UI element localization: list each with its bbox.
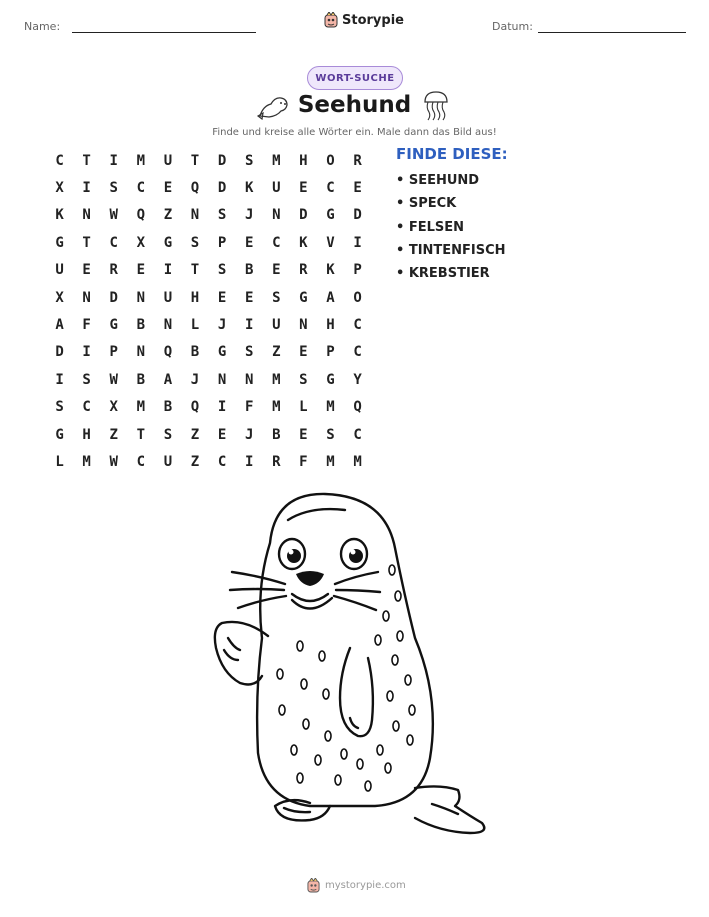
- grid-letter[interactable]: N: [136, 289, 146, 306]
- date-label: Datum:: [492, 20, 533, 33]
- grid-letter[interactable]: V: [326, 234, 335, 251]
- grid-letter[interactable]: S: [244, 344, 254, 361]
- grid-letter[interactable]: E: [353, 180, 362, 197]
- grid-letter[interactable]: A: [326, 289, 335, 306]
- grid-letter[interactable]: Q: [136, 207, 146, 224]
- grid-letter[interactable]: D: [353, 207, 362, 224]
- grid-letter[interactable]: J: [190, 371, 200, 388]
- grid-letter[interactable]: A: [163, 371, 173, 388]
- grid-letter[interactable]: E: [244, 289, 254, 306]
- grid-letter[interactable]: I: [244, 317, 254, 334]
- grid-letter[interactable]: C: [353, 344, 362, 361]
- grid-letter[interactable]: S: [190, 234, 200, 251]
- grid-letter[interactable]: M: [272, 371, 281, 388]
- grid-letter[interactable]: I: [109, 152, 118, 169]
- grid-letter[interactable]: Y: [353, 371, 362, 388]
- grid-letter[interactable]: E: [299, 344, 308, 361]
- grid-letter[interactable]: M: [272, 399, 281, 416]
- word-list: [396, 172, 506, 288]
- grid-letter[interactable]: I: [244, 453, 254, 470]
- grid-letter[interactable]: Q: [190, 399, 200, 416]
- grid-letter[interactable]: E: [244, 234, 254, 251]
- grid-row: [46, 448, 371, 475]
- grid-letter[interactable]: N: [299, 317, 308, 334]
- grid-letter[interactable]: M: [326, 399, 335, 416]
- grid-letter[interactable]: L: [55, 453, 64, 470]
- grid-row: [46, 394, 371, 421]
- grid-letter[interactable]: T: [190, 152, 200, 169]
- grid-letter[interactable]: B: [163, 399, 173, 416]
- grid-letter[interactable]: Q: [190, 180, 200, 197]
- grid-letter[interactable]: E: [82, 262, 91, 279]
- grid-letter[interactable]: R: [353, 152, 362, 169]
- grid-letter[interactable]: O: [326, 152, 335, 169]
- grid-letter[interactable]: X: [55, 289, 64, 306]
- grid-row: [46, 339, 371, 366]
- date-line[interactable]: [538, 32, 686, 33]
- grid-letter[interactable]: N: [244, 371, 254, 388]
- word-item: • SEEHUND: [396, 173, 480, 188]
- name-line[interactable]: [72, 32, 256, 33]
- grid-letter[interactable]: H: [82, 426, 91, 443]
- instructions: Finde und kreise alle Wörter ein. Male dann das Bild aus!: [212, 127, 497, 138]
- grid-letter[interactable]: B: [244, 262, 254, 279]
- grid-letter[interactable]: N: [217, 371, 227, 388]
- grid-row: [46, 366, 371, 393]
- grid-letter[interactable]: S: [326, 426, 335, 443]
- grid-letter[interactable]: N: [136, 344, 146, 361]
- grid-letter[interactable]: E: [136, 262, 146, 279]
- grid-letter[interactable]: S: [82, 371, 91, 388]
- category-badge: WORT-SUCHE: [307, 66, 403, 90]
- grid-letter[interactable]: B: [136, 317, 146, 334]
- grid-letter[interactable]: S: [55, 399, 64, 416]
- footer: [307, 878, 406, 893]
- grid-letter[interactable]: H: [299, 152, 308, 169]
- grid-letter[interactable]: C: [109, 234, 118, 251]
- grid-letter[interactable]: G: [55, 426, 64, 443]
- grid-letter[interactable]: I: [217, 399, 227, 416]
- word-item: • FELSEN: [396, 219, 465, 235]
- grid-letter[interactable]: S: [109, 180, 118, 197]
- grid-letter[interactable]: W: [109, 371, 118, 388]
- grid-letter[interactable]: W: [109, 453, 118, 470]
- grid-letter[interactable]: I: [82, 180, 91, 197]
- grid-row: [46, 202, 371, 229]
- grid-letter[interactable]: A: [55, 317, 64, 334]
- grid-letter[interactable]: P: [217, 234, 227, 251]
- grid-letter[interactable]: H: [190, 289, 200, 306]
- grid-letter[interactable]: U: [163, 453, 173, 470]
- grid-letter[interactable]: M: [136, 399, 146, 416]
- grid-letter[interactable]: F: [82, 317, 91, 334]
- grid-letter[interactable]: L: [190, 317, 200, 334]
- grid-letter[interactable]: E: [299, 180, 308, 197]
- grid-letter[interactable]: S: [272, 289, 281, 306]
- grid-letter[interactable]: Z: [190, 453, 200, 470]
- grid-letter[interactable]: N: [82, 289, 91, 306]
- grid-letter[interactable]: J: [244, 207, 254, 224]
- grid-letter[interactable]: E: [217, 289, 227, 306]
- grid-letter[interactable]: I: [82, 344, 91, 361]
- grid-letter[interactable]: G: [299, 289, 308, 306]
- grid-letter[interactable]: R: [272, 453, 281, 470]
- grid-letter[interactable]: H: [326, 317, 335, 334]
- grid-letter[interactable]: X: [109, 399, 118, 416]
- grid-row: [46, 147, 371, 174]
- grid-letter[interactable]: G: [55, 234, 64, 251]
- grid-letter[interactable]: M: [82, 453, 91, 470]
- grid-letter[interactable]: S: [217, 262, 227, 279]
- grid-letter[interactable]: C: [136, 453, 146, 470]
- grid-letter[interactable]: M: [136, 152, 146, 169]
- grid-letter[interactable]: U: [163, 289, 173, 306]
- grid-letter[interactable]: L: [299, 399, 308, 416]
- grid-letter[interactable]: S: [299, 371, 308, 388]
- grid-letter[interactable]: U: [55, 262, 64, 279]
- grid-letter[interactable]: J: [244, 426, 254, 443]
- grid-letter[interactable]: U: [272, 180, 281, 197]
- grid-letter[interactable]: T: [136, 426, 146, 443]
- grid-letter[interactable]: K: [299, 234, 308, 251]
- grid-letter[interactable]: G: [109, 317, 118, 334]
- grid-letter[interactable]: K: [326, 262, 335, 279]
- grid-letter[interactable]: I: [55, 371, 64, 388]
- grid-letter[interactable]: M: [326, 453, 335, 470]
- grid-letter[interactable]: C: [326, 180, 335, 197]
- grid-letter[interactable]: K: [55, 207, 64, 224]
- jellyfish-doodle-icon: [422, 90, 450, 122]
- grid-letter[interactable]: M: [272, 152, 281, 169]
- grid-letter[interactable]: C: [353, 426, 362, 443]
- footer-url: mystorypie.com: [325, 880, 406, 891]
- grid-letter[interactable]: Z: [272, 344, 281, 361]
- grid-letter[interactable]: R: [299, 262, 308, 279]
- grid-letter[interactable]: Z: [163, 207, 173, 224]
- grid-letter[interactable]: P: [326, 344, 335, 361]
- grid-letter[interactable]: J: [217, 317, 227, 334]
- storypie-logo-icon: [307, 878, 320, 893]
- grid-letter[interactable]: X: [55, 180, 64, 197]
- grid-letter[interactable]: N: [272, 207, 281, 224]
- grid-letter[interactable]: U: [272, 317, 281, 334]
- grid-letter[interactable]: B: [272, 426, 281, 443]
- grid-letter[interactable]: I: [163, 262, 173, 279]
- grid-letter[interactable]: C: [272, 234, 281, 251]
- grid-letter[interactable]: E: [272, 262, 281, 279]
- grid-row: [46, 421, 371, 448]
- grid-letter[interactable]: Q: [353, 399, 362, 416]
- grid-letter[interactable]: M: [353, 453, 362, 470]
- grid-letter[interactable]: C: [217, 453, 227, 470]
- grid-letter[interactable]: P: [353, 262, 362, 279]
- word-item: • KREBSTIER: [396, 266, 490, 282]
- word-list-title: FINDE DIESE:: [396, 145, 508, 163]
- grid-letter[interactable]: W: [109, 207, 118, 224]
- brand-name: Storypie: [342, 12, 404, 28]
- grid-letter[interactable]: C: [82, 399, 91, 416]
- grid-letter[interactable]: D: [55, 344, 64, 361]
- grid-letter[interactable]: B: [136, 371, 146, 388]
- grid-letter[interactable]: E: [163, 180, 173, 197]
- grid-letter[interactable]: I: [353, 234, 362, 251]
- grid-letter[interactable]: G: [326, 207, 335, 224]
- grid-letter[interactable]: N: [190, 207, 200, 224]
- grid-letter[interactable]: G: [326, 371, 335, 388]
- grid-letter[interactable]: G: [217, 344, 227, 361]
- grid-letter[interactable]: E: [217, 426, 227, 443]
- name-label: Name:: [24, 20, 61, 33]
- page-title: Seehund: [297, 92, 412, 118]
- grid-letter[interactable]: T: [82, 234, 91, 251]
- grid-letter[interactable]: Z: [190, 426, 200, 443]
- grid-letter[interactable]: C: [353, 317, 362, 334]
- storypie-logo-icon: [324, 12, 338, 28]
- grid-letter[interactable]: D: [217, 180, 227, 197]
- grid-row: [46, 257, 371, 284]
- grid-letter[interactable]: Q: [163, 344, 173, 361]
- grid-letter[interactable]: E: [299, 426, 308, 443]
- grid-letter[interactable]: D: [217, 152, 227, 169]
- word-item: • SPECK: [396, 196, 457, 212]
- grid-letter[interactable]: P: [109, 344, 118, 361]
- grid-letter[interactable]: F: [299, 453, 308, 470]
- grid-letter[interactable]: S: [244, 152, 254, 169]
- grid-letter[interactable]: N: [163, 317, 173, 334]
- grid-letter[interactable]: C: [55, 152, 64, 169]
- grid-row: [46, 311, 371, 338]
- grid-letter[interactable]: D: [109, 289, 118, 306]
- brand-logo: [324, 12, 404, 28]
- grid-row: [46, 174, 371, 201]
- grid-letter[interactable]: S: [217, 207, 227, 224]
- grid-letter[interactable]: F: [244, 399, 254, 416]
- grid-letter[interactable]: D: [299, 207, 308, 224]
- grid-letter[interactable]: U: [163, 152, 173, 169]
- grid-letter[interactable]: C: [136, 180, 146, 197]
- grid-letter[interactable]: N: [82, 207, 91, 224]
- seal-coloring-illustration: [200, 488, 510, 848]
- grid-row: [46, 284, 371, 311]
- grid-letter[interactable]: B: [190, 344, 200, 361]
- grid-letter[interactable]: S: [163, 426, 173, 443]
- grid-letter[interactable]: Z: [109, 426, 118, 443]
- grid-row: [46, 229, 371, 256]
- grid-letter[interactable]: T: [82, 152, 91, 169]
- grid-letter[interactable]: G: [163, 234, 173, 251]
- grid-letter[interactable]: R: [109, 262, 118, 279]
- grid-letter[interactable]: K: [244, 180, 254, 197]
- word-item: • TINTENFISCH: [396, 242, 506, 258]
- grid-letter[interactable]: X: [136, 234, 146, 251]
- grid-letter[interactable]: O: [353, 289, 362, 306]
- grid-letter[interactable]: T: [190, 262, 200, 279]
- word-search-grid[interactable]: [46, 147, 371, 476]
